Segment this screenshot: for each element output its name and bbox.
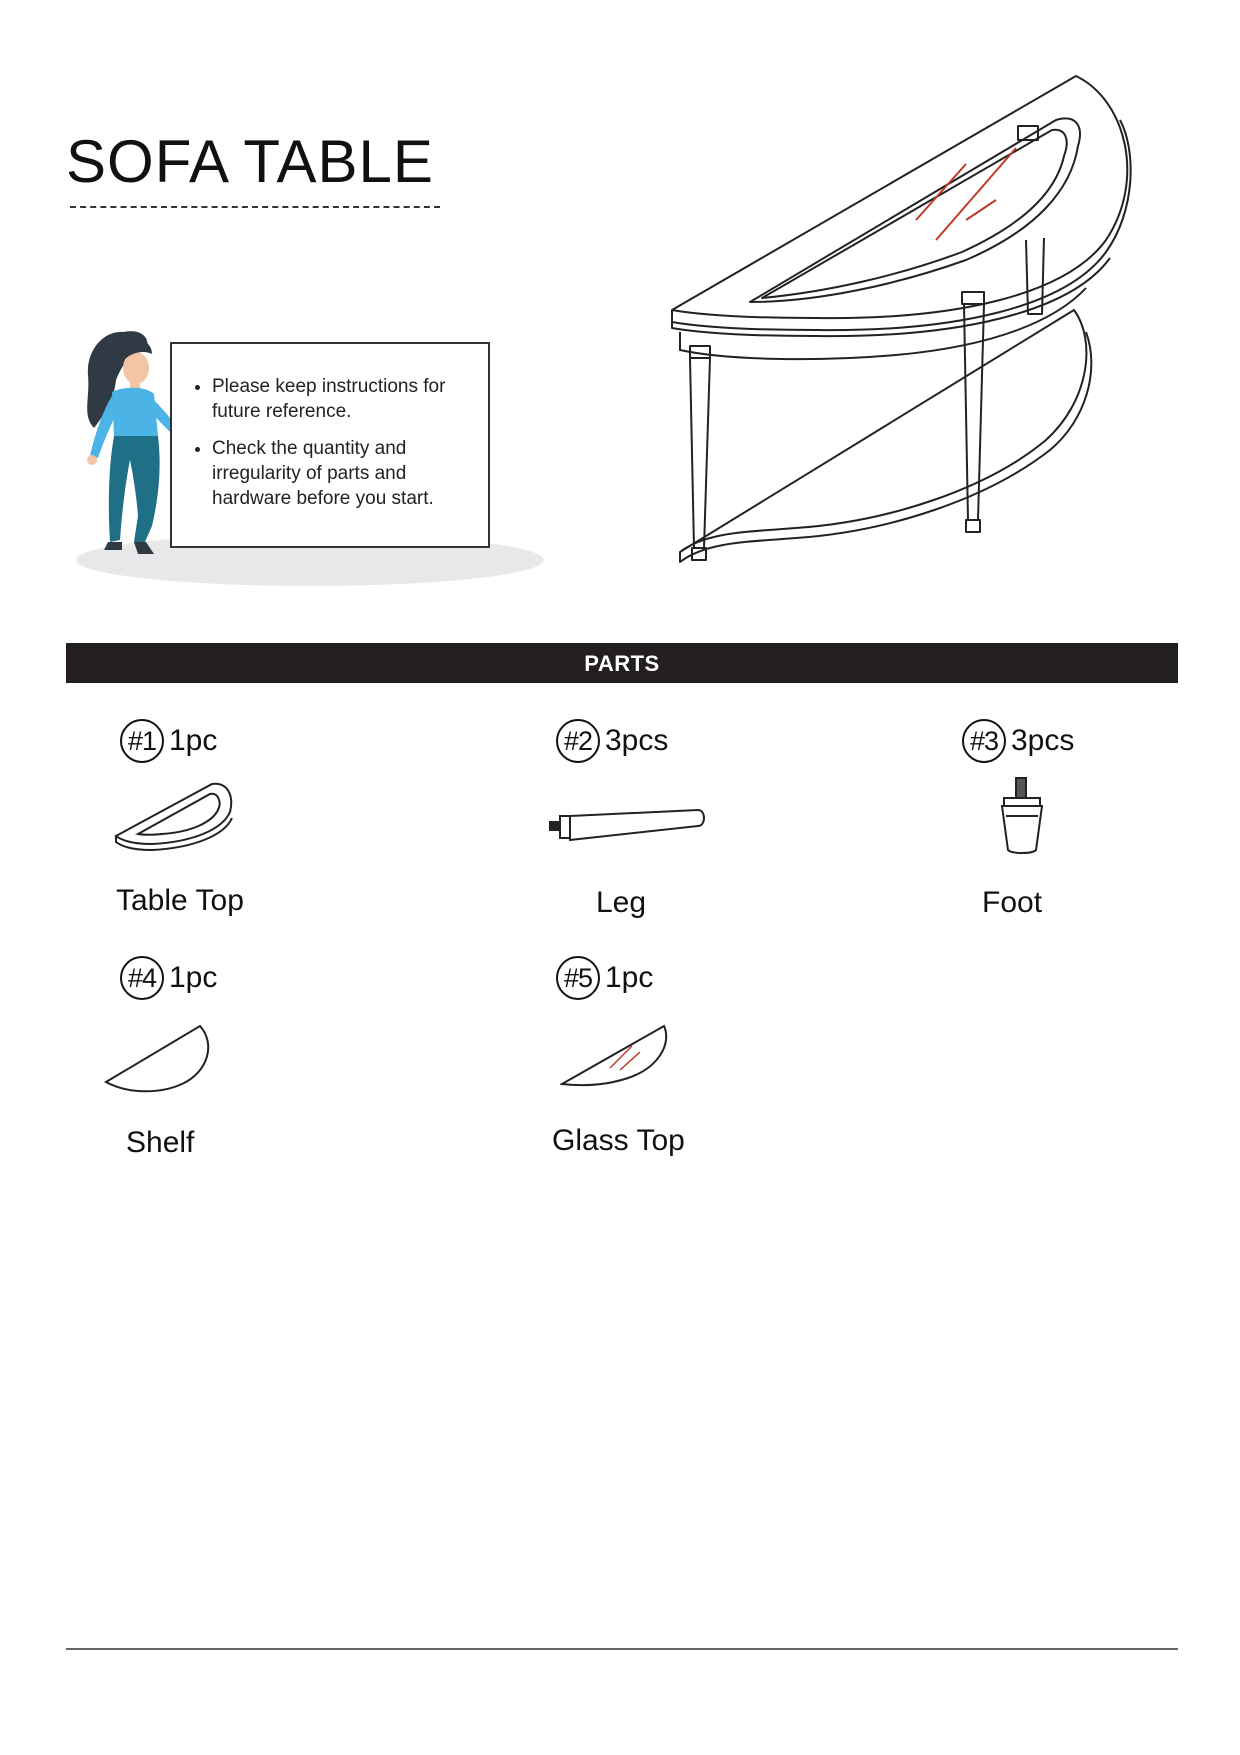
part-quantity: 1pc [605,961,654,994]
part-number-badge: #5 [556,956,600,1000]
sofa-table-illustration [666,70,1136,610]
part-number-badge: #1 [120,719,164,763]
part-name: Shelf [126,1126,195,1159]
part-quantity: 1pc [169,724,218,757]
part-name: Table Top [116,884,244,917]
notice-item: • Please keep instructions for future reference. [212,374,470,424]
part-name: Foot [982,886,1043,919]
title-underline [70,206,440,208]
part-quantity: 1pc [169,961,218,994]
part-number-badge: #4 [120,956,164,1000]
part-name: Leg [596,886,647,919]
table-top-icon [112,778,240,854]
part-name: Glass Top [552,1124,685,1157]
footer-divider [66,1648,1178,1650]
leg-icon [548,804,708,852]
part-number-badge: #3 [962,719,1006,763]
page-title: SOFA TABLE [66,128,434,195]
foot-icon [994,776,1050,856]
part-5-header [556,956,653,1000]
part-3-header [962,719,1074,763]
part-quantity: 3pcs [605,724,669,757]
glass-top-icon [560,1022,670,1088]
notice-list [194,374,470,511]
part-2-header [556,719,668,763]
part-1-header [120,719,217,763]
part-quantity: 3pcs [1011,724,1075,757]
notice-item: • Check the quantity and irregularity of parts and hardware before you start. [212,436,470,511]
part-4-header [120,956,217,1000]
parts-header: PARTS [66,643,1178,683]
shelf-icon [104,1022,224,1094]
part-number-badge: #2 [556,719,600,763]
notice-box [170,342,490,548]
